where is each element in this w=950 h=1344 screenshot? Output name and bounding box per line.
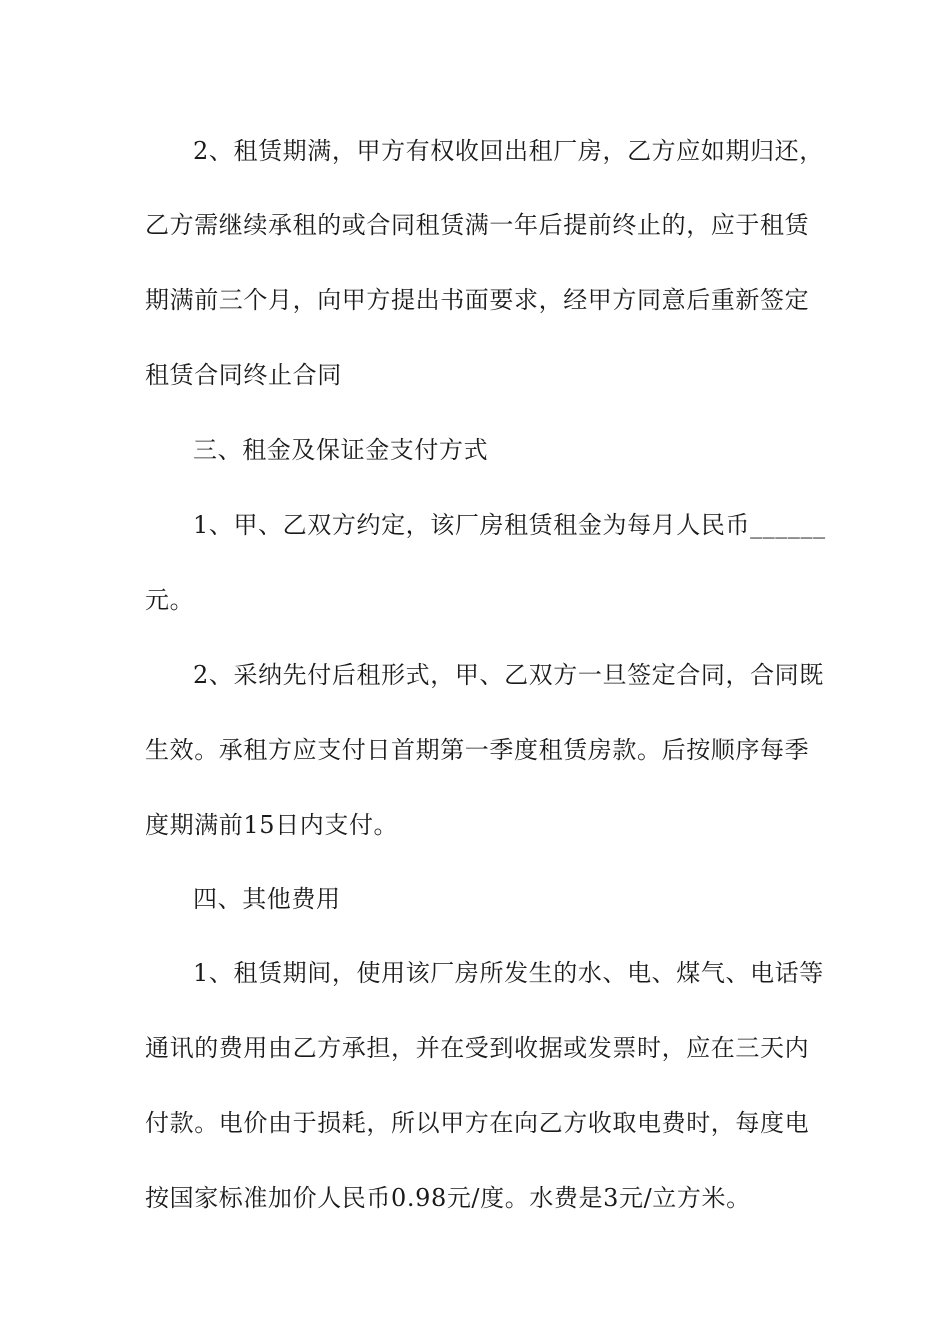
clause-2-lease-expiry-line-4: 租赁合同终止合同 [145,361,342,389]
clause-2-lease-expiry-line-3: 期满前三个月，向甲方提出书面要求，经甲方同意后重新签定 [145,286,810,314]
clause-2-lease-expiry-line-2: 乙方需继续承租的或合同租赁满一年后提前终止的，应于租赁 [145,211,810,239]
section-3-clause-1-line-2: 元。 [145,586,195,614]
section-3-heading: 三、租金及保证金支付方式 [193,436,489,464]
section-3-clause-2-line-3: 度期满前15日内支付。 [145,811,399,839]
section-4-clause-1-line-3: 付款。电价由于损耗，所以甲方在向乙方收取电费时，每度电 [145,1109,810,1137]
section-4-clause-1-line-2: 通讯的费用由乙方承担，并在受到收据或发票时，应在三天内 [145,1034,810,1062]
section-4-heading: 四、其他费用 [193,885,341,913]
section-3-clause-2-line-1: 2、采纳先付后租形式，甲、乙双方一旦签定合同，合同既 [193,661,824,689]
section-3-clause-1-line-1: 1、甲、乙双方约定，该厂房租赁租金为每月人民币______ [193,511,826,539]
section-4-clause-1-line-1: 1、租赁期间，使用该厂房所发生的水、电、煤气、电话等 [193,959,824,987]
section-4-clause-1-line-4: 按国家标准加价人民币0.98元/度。水费是3元/立方米。 [145,1184,751,1212]
clause-2-lease-expiry-line-1: 2、租赁期满，甲方有权收回出租厂房，乙方应如期归还， [193,137,824,165]
section-3-clause-2-line-2: 生效。承租方应支付日首期第一季度租赁房款。后按顺序每季 [145,736,810,764]
